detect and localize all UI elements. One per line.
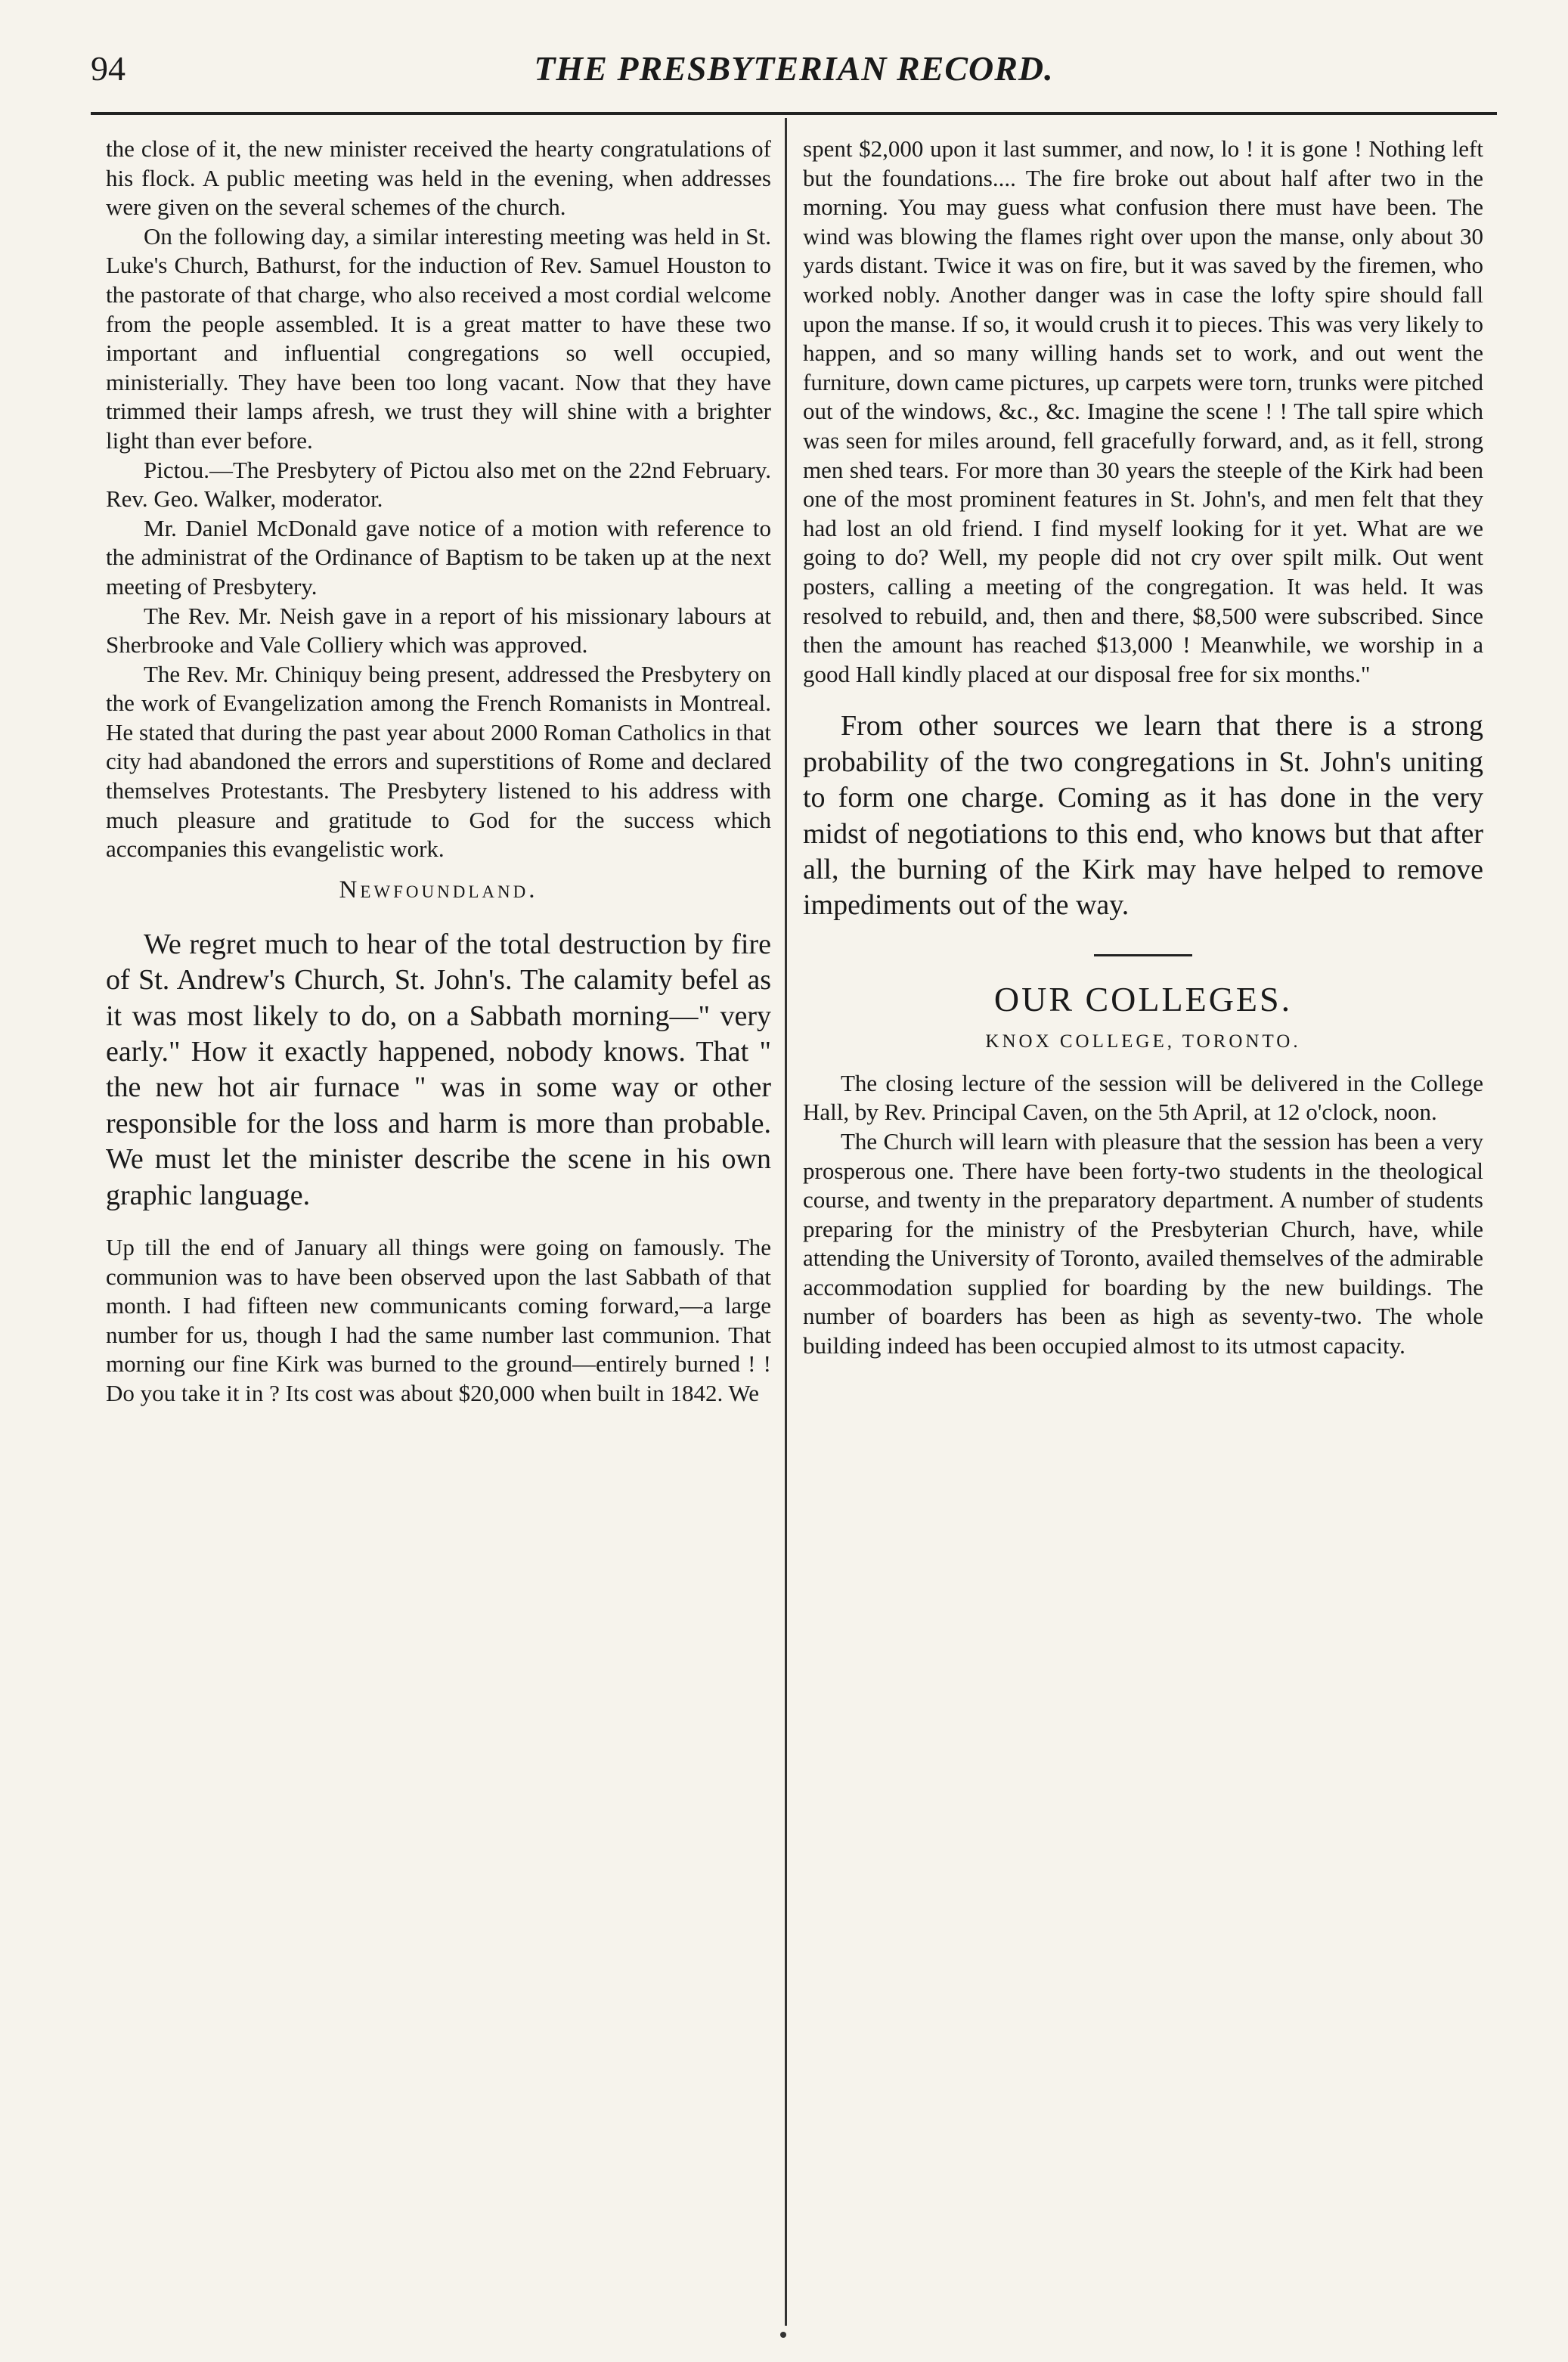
- running-title: THE PRESBYTERIAN RECORD.: [534, 49, 1054, 88]
- page-header: [91, 45, 1497, 106]
- paragraph: The closing lecture of the session will be delivered in the College Hall, by Rev. Principal Caven, on the 5th April, at 12 o'clock, noon.: [803, 1069, 1483, 1126]
- section-heading-newfoundland: Newfoundland.: [339, 876, 538, 904]
- header-rule: [91, 112, 1497, 115]
- page-number: 94: [91, 49, 126, 88]
- paragraph: Up till the end of January all things were going on famously. The communion was to have been observed upon the last Sabbath of that month. I had fifteen new communicants coming forward,—a large number for us, though I had the same number last communion. That morning our fine Kirk was burned to the ground—entirely burned ! ! Do you take it in ? Its cost was about $20,000 when built in 1842. We: [106, 1234, 771, 1407]
- column-divider: [785, 118, 787, 2326]
- spacer: [106, 1214, 771, 1233]
- paragraph: From other sources we learn that there is a strong probability of the two congregations in St. John's uniting to form one charge. Coming as it has done in the very midst of negotiations to this end, who knows but that after all, the burning of the Kirk may have helped to remove impediments out of the way.: [803, 710, 1483, 922]
- paragraph: the close of it, the new minister received the hearty congratulations of his flock. A public meeting was held in the evening, when addresses were given on the several schemes of the church.: [106, 135, 771, 221]
- right-column: [803, 135, 1483, 2327]
- paragraph: spent $2,000 upon it last summer, and now, lo ! it is gone ! Nothing left but the foundations.... The fire broke out about half after two in the morning. You may guess what confusion there must have been. The wind was blowing the flames right over upon the manse, only about 30 yards distant. Twice it was on fire, but it was saved by the firemen, who worked nobly. Another danger was in case the lofty spire should fall upon the manse. If so, it would crush it to pieces. This was very likely to happen, and so many willing hands set to work, and out went the furniture, down came pictures, up carpets were torn, trunks were pitched out of the windows, &c., &c. Imagine the scene ! ! The tall spire which was seen for miles around, fell gracefully forward, and, as it fell, strong men shed tears. For more than 30 years the steeple of the Kirk had been one of the most prominent features in St. John's, and men felt that they had lost an old friend. I find myself looking for it yet. What are we going to do? Well, my people did not cry over spilt milk. Out went posters, calling a meeting of the congregation. It was held. It was resolved to rebuild, and, then and there, $8,500 were subscribed. Since then the amount has reached $13,000 ! Meanwhile, we worship in a good Hall kindly placed at our disposal free for six months.": [803, 135, 1483, 687]
- section-title-colleges: OUR COLLEGES.: [993, 979, 1293, 1018]
- paragraph: We regret much to hear of the total destruction by fire of St. Andrew's Church, St. John's. The calamity befel as it was most likely to do, on a Sabbath morning—" very early." How it exactly happened, nobody knows. That " the new hot air furnace " was in some way or other responsible for the loss and harm is more than probable. We must let the minister describe the scene in his own graphic language.: [106, 928, 771, 1211]
- spacer: [803, 689, 1483, 708]
- left-column: [106, 135, 771, 2327]
- paragraph: The Church will learn with pleasure that the session has been a very prosperous one. There have been forty-two students in the theological course, and twenty in the preparatory department. A number of students preparing for the ministry of the Presbyterian Church, have, while attending the University of Toronto, availed themselves of the admirable accommodation supplied for boarding by the new buildings. The number of boarders has been as high as seventy-two. The whole building indeed has been occupied almost to its utmost capacity.: [803, 1127, 1483, 1359]
- paragraph: Pictou.—The Presbytery of Pictou also met on the 22nd February. Rev. Geo. Walker, moderator.: [106, 456, 771, 513]
- section-rule: [1094, 954, 1192, 956]
- footer-mark: [780, 2332, 786, 2338]
- paragraph: The Rev. Mr. Chiniquy being present, addressed the Presbytery on the work of Evangelization among the French Romanists in Montreal. He stated that during the past year about 2000 Roman Catholics in that city had abandoned the errors and superstitions of Rome and declared themselves Protestants. The Presbytery listened to his address with much pleasure and gratitude to God for the success which accompanies this evangelistic work.: [106, 660, 771, 863]
- paragraph: Mr. Daniel McDonald gave notice of a motion with reference to the administrat of the Ordinance of Baptism to be taken up at the next meeting of Presbytery.: [106, 514, 771, 600]
- subheading-knox-college: KNOX COLLEGE, TORONTO.: [985, 1031, 1301, 1052]
- paragraph: The Rev. Mr. Neish gave in a report of his missionary labours at Sherbrooke and Vale Colliery which was approved.: [106, 602, 771, 659]
- paragraph: On the following day, a similar interesting meeting was held in St. Luke's Church, Bathurst, for the induction of Rev. Samuel Houston to the pastorate of that charge, who also received a most cordial welcome from the people assembled. It is a great matter to have these two important and influential congregations so well occupied, ministerially. They have been too long vacant. Now that they have trimmed their lamps afresh, we trust they will shine with a brighter light than ever before.: [106, 222, 771, 454]
